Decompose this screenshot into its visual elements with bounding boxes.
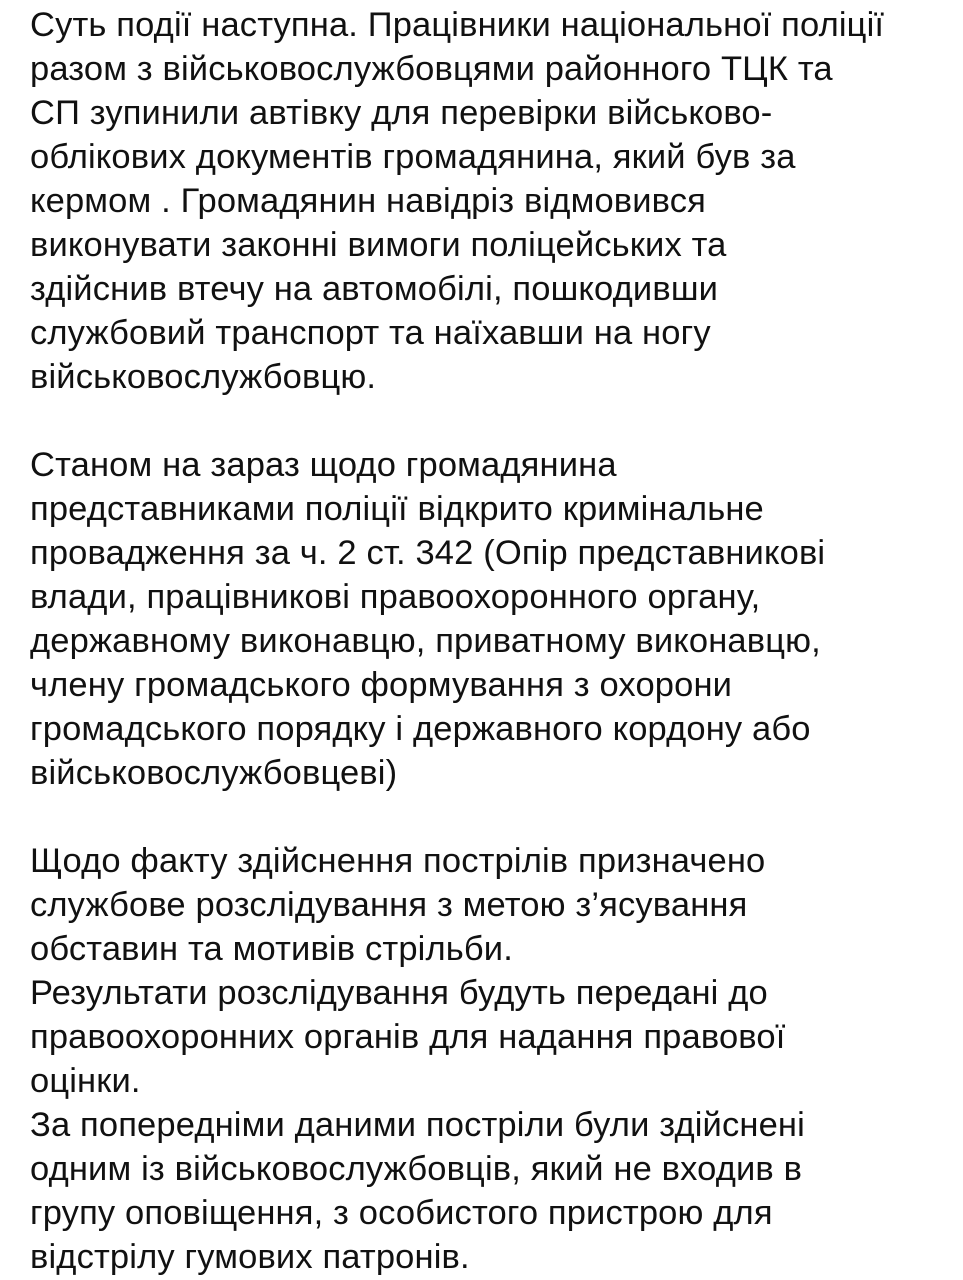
text-line: представниками поліції відкрито кримінальне: [30, 490, 764, 528]
text-line: провадження за ч. 2 ст. 342 (Опір представникові: [30, 534, 826, 572]
paragraph-spacer: [30, 795, 955, 839]
text-line: групу оповіщення, з особистого пристрою для: [30, 1194, 773, 1232]
text-line: СП зупинили автівку для перевірки військово-: [30, 94, 773, 132]
text-line: здійснив втечу на автомобілі, пошкодивши: [30, 270, 719, 308]
text-line: службовий транспорт та наїхавши на ногу: [30, 314, 711, 352]
text-line: За попередніми даними постріли були здійснені: [30, 1106, 805, 1144]
text-line: службове розслідування з метою з’ясування: [30, 886, 748, 924]
text-line: Щодо факту здійснення пострілів призначено: [30, 842, 766, 880]
text-line: члену громадського формування з охорони: [30, 666, 733, 704]
text-line: правоохоронних органів для надання правової: [30, 1018, 786, 1056]
text-line: облікових документів громадянина, який був за: [30, 138, 796, 176]
text-line: військовослужбовцеві): [30, 754, 398, 792]
text-line: разом з військовослужбовцями районного ТЦК та: [30, 50, 833, 88]
text-line: оцінки.: [30, 1062, 141, 1100]
paragraph-criminal-proceedings: [30, 443, 955, 795]
text-line: Суть події наступна. Працівники національної поліції: [30, 6, 885, 44]
paragraph-event-summary: [30, 3, 955, 399]
text-line: обставин та мотивів стрільби.: [30, 930, 513, 968]
text-line: державному виконавцю, приватному виконавцю,: [30, 622, 821, 660]
document-text: [30, 3, 955, 1279]
text-line: військовослужбовцю.: [30, 358, 377, 396]
text-line: громадського порядку і державного кордону або: [30, 710, 811, 748]
text-line: виконувати законні вимоги поліцейських та: [30, 226, 727, 264]
text-line: Станом на зараз щодо громадянина: [30, 446, 617, 484]
text-line: кермом . Громадянин навідріз відмовився: [30, 182, 707, 220]
text-line: Результати розслідування будуть передані до: [30, 974, 768, 1012]
paragraph-spacer: [30, 399, 955, 443]
paragraph-investigation: [30, 839, 955, 1279]
text-line: влади, працівникові правоохоронного органу,: [30, 578, 761, 616]
text-line: відстрілу гумових патронів.: [30, 1238, 470, 1276]
text-line: одним із військовослужбовців, який не входив в: [30, 1150, 803, 1188]
